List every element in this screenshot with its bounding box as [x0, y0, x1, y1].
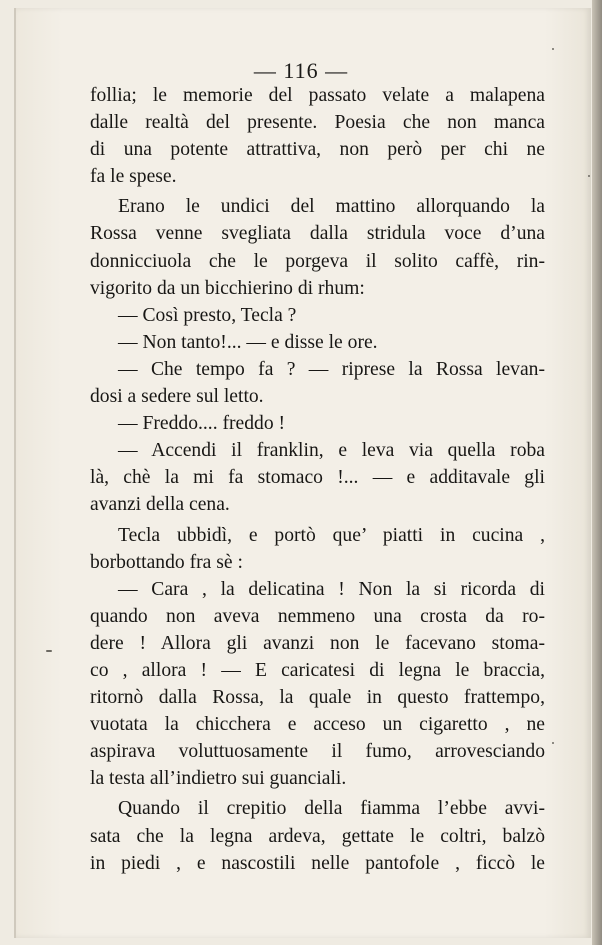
paper-speck — [552, 48, 554, 50]
text-line: dalle realtà del presente. Poesia che non manca — [90, 112, 545, 134]
text-line: Quando il crepitio della fiamma l’ebbe avvi- — [118, 798, 545, 820]
text-line: — Così presto, Tecla ? — [118, 304, 297, 326]
text-line: follia; le memorie del passato velate a malapena — [90, 85, 545, 106]
text-line: vuotata la chicchera e acceso un cigaretto , ne — [90, 714, 545, 736]
text-line: — Accendi il franklin, e leva via quella roba — [118, 440, 545, 462]
paper-speck — [552, 742, 554, 744]
text-line: — Cara , la delicatina ! Non la si ricorda di — [118, 578, 545, 600]
text-line: aspirava voluttuosamente il fumo, arrovesciando — [90, 741, 545, 763]
text-line: dosi a sedere sul letto. — [90, 386, 264, 408]
text-line: Tecla ubbidì, e portò que’ piatti in cucina , — [118, 524, 545, 546]
text-line: ritornò dalla Rossa, la quale in questo frattempo, — [90, 687, 545, 709]
text-line: borbottando fra sè : — [90, 551, 243, 573]
page-number-header: — 116 — — [253, 58, 349, 83]
text-line: in piedi , e nascostili nelle pantofole , ficcò le — [90, 852, 545, 874]
text-line: là, chè la mi fa stomaco !... — e additavale gli — [90, 467, 545, 489]
text-line: avanzi della cena. — [90, 494, 230, 516]
text-line: quando non aveva nemmeno una crosta da ro- — [90, 605, 545, 627]
text-line: donnicciuola che le porgeva il solito caffè, rin- — [90, 250, 545, 272]
text-line: — Freddo.... freddo ! — [118, 413, 286, 435]
text-line: co , allora ! — E caricatesi di legna le braccia, — [90, 659, 545, 681]
text-line: fa le spese. — [90, 166, 177, 188]
text-line: — Non tanto!... — e disse le ore. — [118, 331, 378, 353]
paper-speck — [588, 175, 590, 177]
text-line: vigorito da un bicchierino di rhum: — [90, 277, 365, 299]
text-line: sata che la legna ardeva, gettate le coltri, balzò — [90, 825, 545, 847]
text-line: Erano le undici del mattino allorquando la — [118, 196, 545, 218]
text-line: Rossa venne svegliata dalla stridula voce d’una — [90, 223, 545, 245]
paper-speck — [46, 650, 52, 652]
text-line: dere ! Allora gli avanzi non le facevano stoma- — [90, 632, 545, 654]
text-line: la testa all’indietro sui guanciali. — [90, 768, 347, 790]
body-text — [90, 82, 545, 877]
page-edge-shadow — [592, 0, 602, 945]
text-line: di una potente attrattiva, non però per chi ne — [90, 139, 545, 161]
text-line: — Che tempo fa ? — riprese la Rossa levan- — [118, 358, 545, 380]
